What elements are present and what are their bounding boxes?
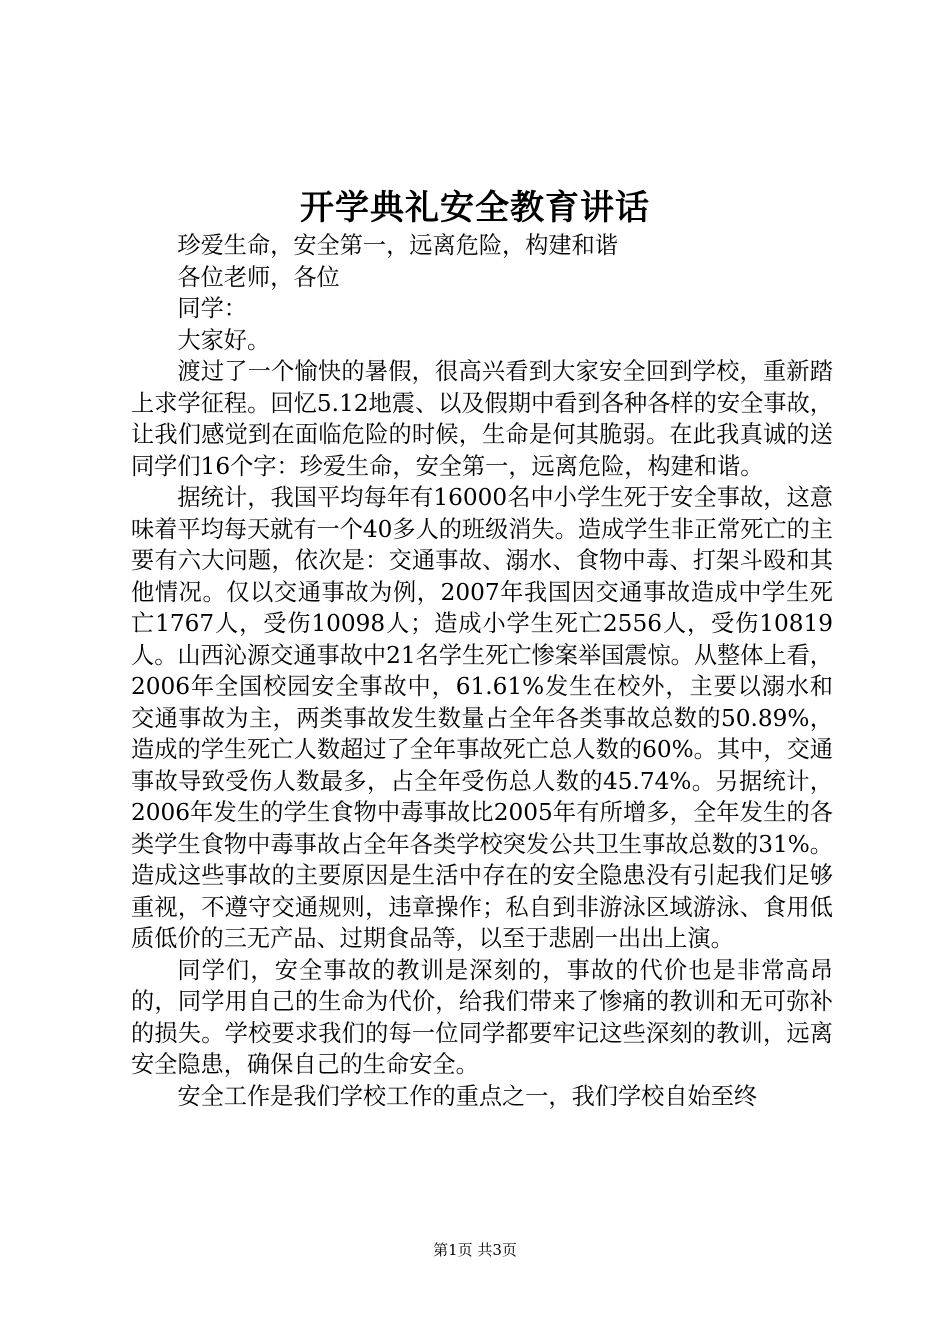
paragraph-greeting: 大家好。 (177, 326, 271, 354)
page-footer: 第1页 共3页 (433, 1241, 517, 1259)
paragraph-statistics: 据统计，我国平均每年有16000名中小学生死于安全事故，这意味着平均每天就有一个40多人的班级消失。造成学生非正常死亡的主要有六大问题，依次是：交通事故、溺水、食物中毒、打架斗殴和其他情况。仅以交通事故为例，2007年我国因交通事故造成中学生死亡1767人，受伤10098人；造成小学生死亡2556人，受伤10819人。山西沁源交通事故中21名学生死亡惨案举国震惊。从整体上看，2006年全国校园安全事故中，61.61%发生在校外，主要以溺水和交通事故为主，两类事故发生数量占全年各类事故总数的50.89%，造成的学生死亡人数超过了全年事故死亡总人数的60%。其中，交通事故导致受伤人数最多，占全年受伤总人数的45.74%。另据统计，2006年发生的学生食物中毒事故比2005年有所增多，全年发生的各类学生食物中毒事故占全年各类学校突发公共卫生事故总数的31%。造成这些事故的主要原因是生活中存在的安全隐患没有引起我们足够重视，不遵守交通规则，违章操作；私自到非游泳区域游泳、食用低质低价的三无产品、过期食品等，以至于悲剧一出出上演。 (131, 484, 833, 952)
document-title: 开学典礼安全教育讲话 (300, 188, 650, 228)
paragraph-intro: 渡过了一个愉快的暑假，很高兴看到大家安全回到学校，重新踏上求学征程。回忆5.12地震、以及假期中看到各种各样的安全事故，让我们感觉到在面临危险的时候，生命是何其脆弱。在此我真诚的送同学们16个字：珍爱生命，安全第一，远离危险，构建和谐。 (131, 358, 833, 480)
paragraph-salutation-students: 同学： (177, 295, 247, 322)
document-body (131, 230, 833, 1112)
paragraph-salutation-teachers: 各位老师，各位 (177, 263, 340, 291)
paragraph-lessons: 同学们，安全事故的教训是深刻的，事故的代价也是非常高昂的，同学用自己的生命为代价，给我们带来了惨痛的教训和无可弥补的损失。学校要求我们的每一位同学都要牢记这些深刻的教训，远离安全隐患，确保自己的生命安全。 (131, 956, 833, 1078)
paragraph-motto: 珍爱生命，安全第一，远离危险，构建和谐 (177, 232, 618, 259)
paragraph-school-safety: 安全工作是我们学校工作的重点之一，我们学校自始至终 (177, 1082, 758, 1110)
